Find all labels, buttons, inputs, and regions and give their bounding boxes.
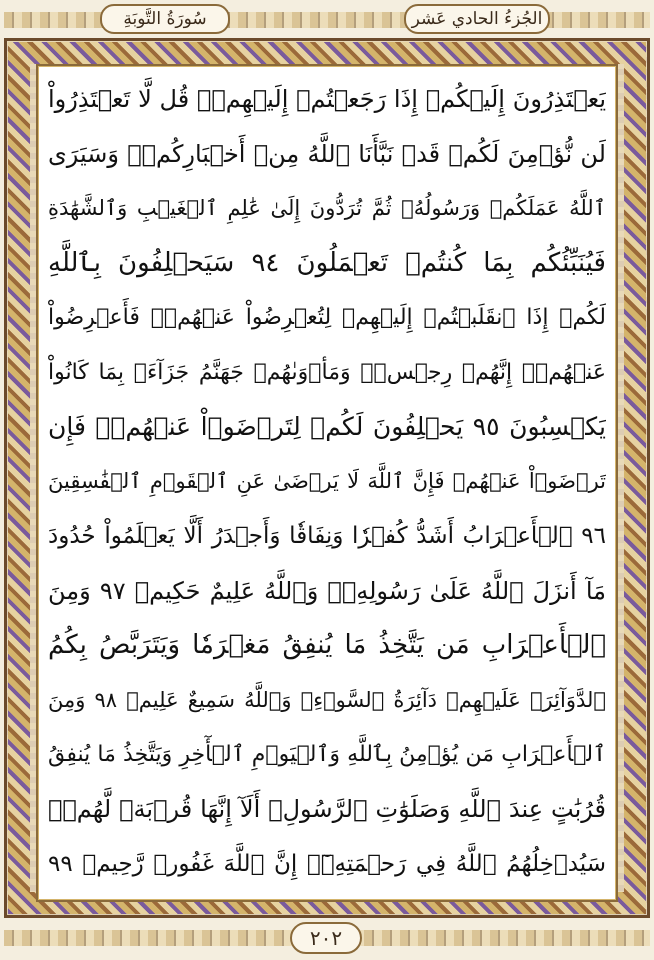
verse-line: لَكُمۡ إِذَا ٱنقَلَبۡتُمۡ إِلَيۡهِمۡ لِتُعۡرِضُواْ عَنۡهُمۡۖ فَأَعۡرِضُواْ bbox=[48, 305, 606, 331]
verse-line: ٱلۡأَعۡرَابِ مَن يُؤۡمِنُ بِٱللَّهِ وَٱلۡيَوۡمِ ٱلۡأٓخِرِ وَيَتَّخِذُ مَا يُنفِقُ bbox=[48, 741, 606, 767]
verse-line: مَآ أَنزَلَ ٱللَّهُ عَلَىٰ رَسُولِهِۦۗ وَٱللَّهُ عَلِيمٌ حَكِيمٞ ٩٧ وَمِنَ bbox=[48, 576, 606, 605]
verse-line: قُرُبَٰتٍ عِندَ ٱللَّهِ وَصَلَوَٰتِ ٱلرَّسُولِۚ أَلَآ إِنَّهَا قُرۡبَةٞ لَّهُمۡۚ bbox=[48, 795, 606, 824]
verse-lines bbox=[48, 72, 606, 891]
surah-name-text: سُورَةُ التَّوبَةِ bbox=[123, 9, 207, 29]
page-number-text: ٢٠٢ bbox=[309, 926, 343, 950]
verse-line: ٱلدَّوَآئِرَۚ عَلَيۡهِمۡ دَآئِرَةُ ٱلسَّوۡءِۗ وَٱللَّهُ سَمِيعٌ عَلِيمٞ ٩٨ وَمِنَ bbox=[48, 687, 606, 712]
verse-line: تَرۡضَوۡاْ عَنۡهُمۡ فَإِنَّ ٱللَّهَ لَا يَرۡضَىٰ عَنِ ٱلۡقَوۡمِ ٱلۡفَٰسِقِينَ bbox=[48, 469, 606, 494]
verse-line: ٱلۡأَعۡرَابِ مَن يَتَّخِذُ مَا يُنفِقُ مَغۡرَمٗا وَيَتَرَبَّصُ بِكُمُ bbox=[48, 630, 606, 661]
verse-line: فَيُنَبِّئُكُم بِمَا كُنتُمۡ تَعۡمَلُونَ ٩٤ سَيَحۡلِفُونَ بِٱللَّهِ bbox=[48, 248, 606, 279]
verse-line: يَكۡسِبُونَ ٩٥ يَحۡلِفُونَ لَكُمۡ لِتَرۡضَوۡاْ عَنۡهُمۡۖ فَإِن bbox=[48, 412, 606, 442]
verse-line: لَن نُّؤۡمِنَ لَكُمۡ قَدۡ نَبَّأَنَا ٱللَّهُ مِنۡ أَخۡبَارِكُمۡۚ وَسَيَرَى bbox=[48, 139, 606, 168]
juz-text: الجُزءُ الحادي عَشر bbox=[411, 9, 543, 29]
verse-line: ٩٦ ٱلۡأَعۡرَابُ أَشَدُّ كُفۡرٗا وَنِفَاقٗا وَأَجۡدَرُ أَلَّا يَعۡلَمُواْ حُدُودَ bbox=[48, 523, 606, 550]
page-number bbox=[290, 922, 362, 954]
juz-label bbox=[404, 4, 550, 34]
verse-line: يَعۡتَذِرُونَ إِلَيۡكُمۡ إِذَا رَجَعۡتُمۡ إِلَيۡهِمۡۚ قُل لَّا تَعۡتَذِرُواْ bbox=[48, 85, 606, 114]
surah-name-label bbox=[100, 4, 230, 34]
verse-line: سَيُدۡخِلُهُمُ ٱللَّهُ فِي رَحۡمَتِهِۦٓۚ إِنَّ ٱللَّهَ غَفُورٞ رَّحِيمٞ ٩٩ bbox=[48, 850, 606, 877]
verse-line: عَنۡهُمۡۖ إِنَّهُمۡ رِجۡسٞۖ وَمَأۡوَىٰهُمۡ جَهَنَّمُ جَزَآءَۢ بِمَا كَانُواْ bbox=[48, 359, 606, 385]
verse-line: ٱللَّهُ عَمَلَكُمۡ وَرَسُولُهُۥ ثُمَّ تُرَدُّونَ إِلَىٰ عَٰلِمِ ٱلۡغَيۡبِ وَٱلشَّهَٰدَةِ bbox=[48, 196, 606, 221]
